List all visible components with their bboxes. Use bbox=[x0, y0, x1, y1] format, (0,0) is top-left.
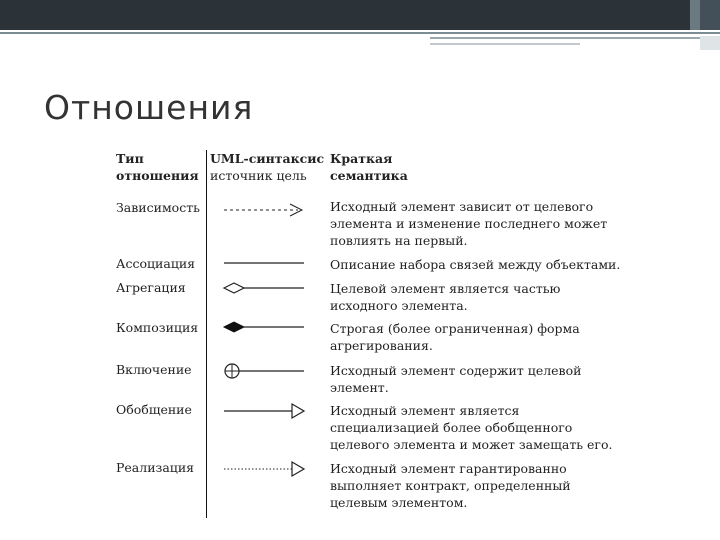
header-type-line2: отношения bbox=[116, 168, 199, 183]
header-semantics-line2: семантика bbox=[330, 168, 408, 183]
row-desc-generalization: Исходный элемент является специализацией более обобщенного целевого элемента и может замещать его. bbox=[330, 403, 613, 452]
row-desc-inclusion: Исходный элемент содержит целевой элемент. bbox=[330, 363, 582, 395]
row-name-aggregation: Агрегация bbox=[116, 280, 186, 295]
accent-block bbox=[700, 36, 720, 50]
inclusion-circle-plus-icon bbox=[225, 364, 304, 378]
accent-line bbox=[430, 43, 580, 45]
accent-line bbox=[430, 37, 720, 39]
uml-symbols bbox=[108, 150, 628, 520]
realization-triangle-icon bbox=[224, 462, 304, 476]
row-name-inclusion: Включение bbox=[116, 362, 192, 377]
header-syntax-line2: источник цель bbox=[210, 168, 307, 183]
dependency-arrow-icon bbox=[224, 204, 302, 216]
row-name-generalization: Обобщение bbox=[116, 402, 192, 417]
row-name-dependency: Зависимость bbox=[116, 200, 200, 215]
row-desc-realization: Исходный элемент гарантированно выполняет контракт, определенный целевым элементом. bbox=[330, 461, 571, 510]
header-semantics-line1: Краткая bbox=[330, 151, 393, 166]
banner-accent-block-dark bbox=[700, 0, 720, 30]
slide-title: Отношения bbox=[44, 88, 254, 127]
accent-line bbox=[0, 32, 720, 34]
generalization-triangle-icon bbox=[224, 404, 304, 418]
row-desc-aggregation: Целевой элемент является частью исходного элемента. bbox=[330, 281, 561, 313]
relations-table bbox=[108, 150, 628, 520]
header-type-line1: Тип bbox=[116, 151, 144, 166]
header-syntax-line1: UML-синтаксис bbox=[210, 151, 325, 166]
row-desc-association: Описание набора связей между объектами. bbox=[330, 257, 621, 272]
row-name-association: Ассоциация bbox=[116, 256, 196, 271]
aggregation-diamond-icon bbox=[224, 283, 304, 293]
row-desc-dependency: Исходный элемент зависит от целевого элемента и изменение последнего может повлиять на первый. bbox=[330, 199, 608, 248]
row-name-composition: Композиция bbox=[116, 320, 199, 335]
composition-diamond-icon bbox=[224, 322, 304, 332]
row-name-realization: Реализация bbox=[116, 460, 195, 475]
banner-accent-block bbox=[690, 0, 700, 30]
top-banner bbox=[0, 0, 720, 30]
row-desc-composition: Строгая (более ограниченная) форма агрегирования. bbox=[330, 321, 580, 353]
